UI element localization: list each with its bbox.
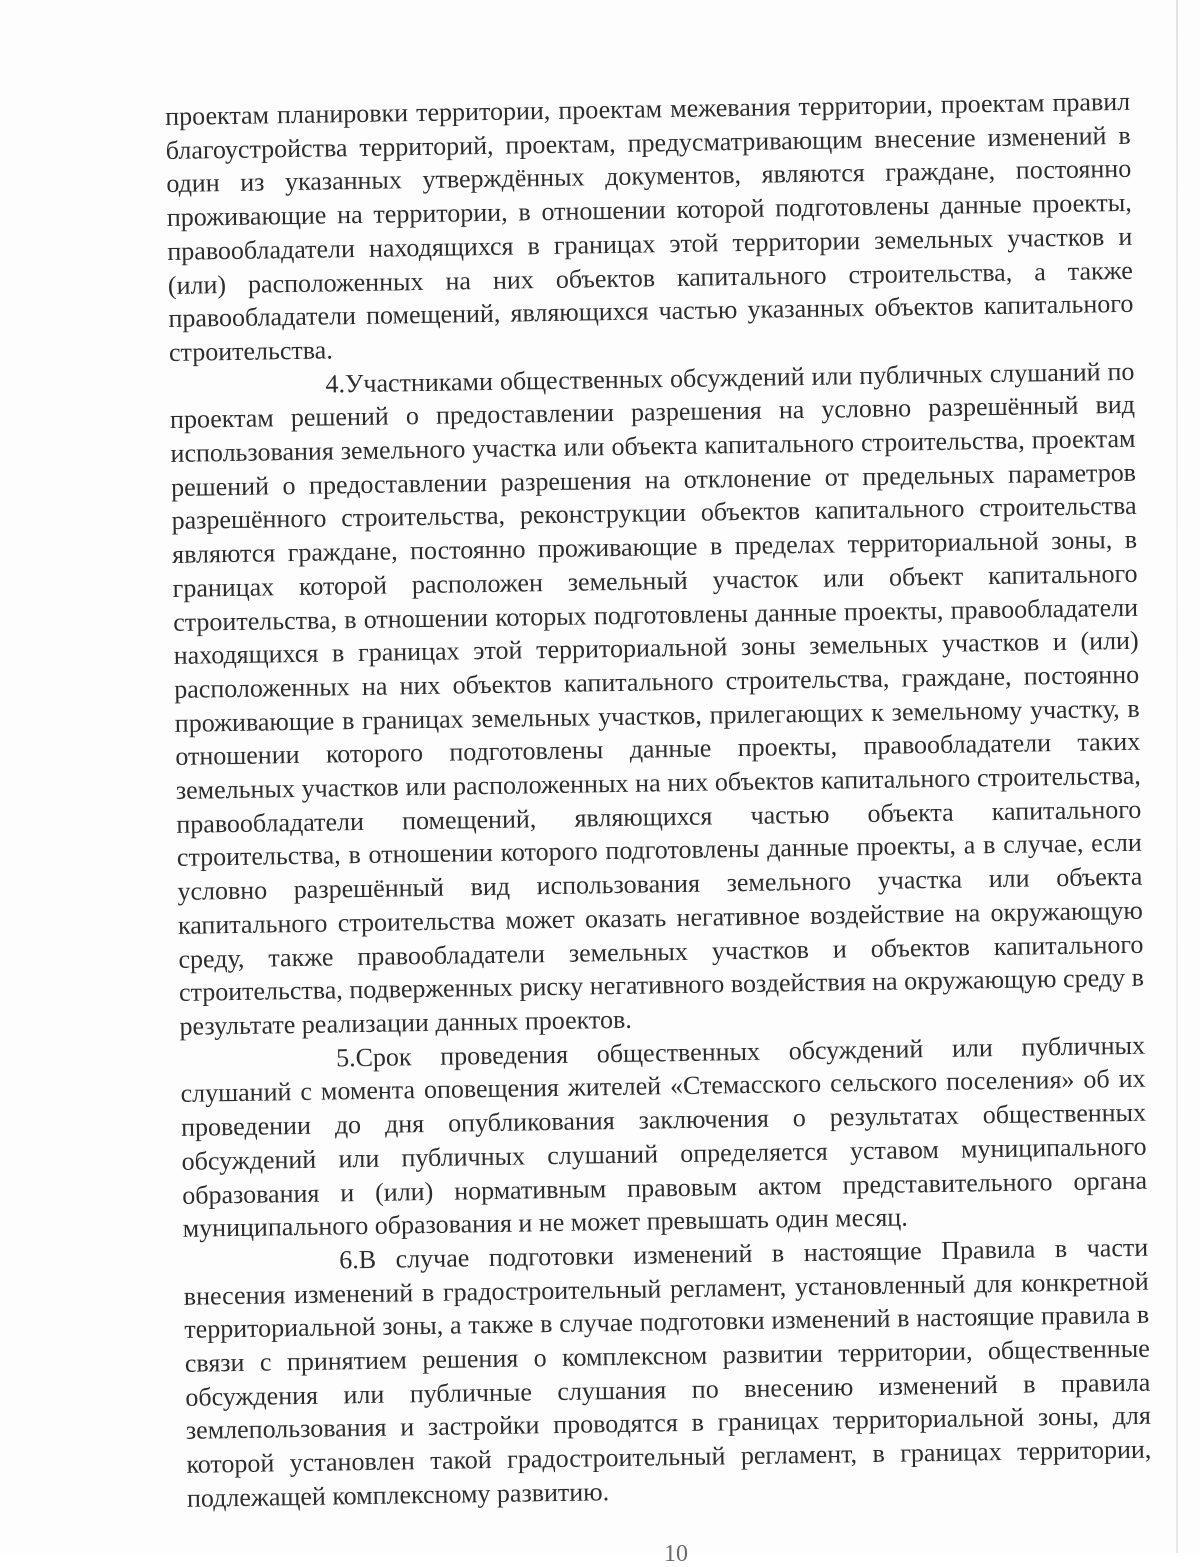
paragraph-text: В случае подготовки изменений в настоящие Правила в части внесения изменений в градостроительный регламент, установленный для конкретной территориальной зоны, а также в случае подготовки изменений в настоящие правила в связи с принятием решения о комплексном развитии территории, общественные обсуждения или публичные слушания по внесению изменений в правила землепользования и застройки проводятся в границах территориальной зоны, для которой установлен такой градостроительный регламент, в границах территории, подлежащей комплексному развитию. bbox=[183, 1232, 1152, 1513]
paragraph-number: 6. bbox=[339, 1245, 359, 1275]
paragraph-text: Участниками общественных обсуждений или публичных слушаний по проектам решений о предоставлении разрешения на условно разрешённый вид использования земельного участка или объекта капитального строительства, проектам решений о предоставлении разрешения на отклонение от предельных параметров разрешённого строительства, реконструкции объектов капитального строительства являются граждане, постоянно проживающие в пределах территориальной зоны, в границах которой расположен земельный участок или объект капитального строительства, в отношении которых подготовлены данные проекты, правообладатели находящихся в границах этой территориальной зоны земельных участков и (или) расположенных на них объектов капитального строительства, граждане, постоянно проживающие в границах земельных участков, прилегающих к земельному участку, в отношении которого подготовлены данные проекты, правообладатели таких земельных участков или расположенных на них объектов капитального строительства, правообладатели помещений, являющихся частью объекта капитального строительства, в отношении которого подготовлены данные проекты, а в случае, если условно разрешённый вид использования земельного участка или объекта капитального строительства может оказать негативное воздействие на окружающую среду, также правообладатели земельных участков и объектов капитального строительства, подверженных риску негативного воздействия на окружающую среду в результате реализации данных проектов. bbox=[169, 356, 1145, 1041]
paragraph-text: Срок проведения общественных обсуждений или публичных слушаний с момента оповещения жителей «Стемасского сельского поселения» об их проведении до дня опубликования заключения о результатах общественных обсуждений или публичных слушаний определяется уставом муниципального образования и (или) нормативным правовым актом представительного органа муниципального образования и не может превышать один месяц. bbox=[180, 1030, 1148, 1244]
document-body bbox=[165, 85, 1152, 1516]
paragraph-number: 4. bbox=[325, 368, 346, 399]
paragraph-4 bbox=[169, 354, 1144, 1043]
paragraph-6 bbox=[183, 1231, 1152, 1516]
scan-edge bbox=[1176, 0, 1178, 1553]
paragraph-continuation bbox=[165, 85, 1134, 370]
page-number: 10 bbox=[664, 1541, 688, 1567]
paragraph-5 bbox=[180, 1028, 1148, 1245]
paragraph-number: 5. bbox=[335, 1042, 356, 1073]
paragraph-text: проектам планировки территории, проектам межевания территории, проектам правил благоустройства территорий, проектам, предусматривающим внесение изменений в один из указанных утверждённых документов, являются граждане, постоянно проживающие на территории, в отношении которой подготовлены данные проекты, правообладатели находящихся в границах этой территории земельных участков и (или) расположенных на них объектов капитального строительства, а также правообладатели помещений, являющихся частью указанных объектов капитального строительства. bbox=[165, 86, 1134, 367]
